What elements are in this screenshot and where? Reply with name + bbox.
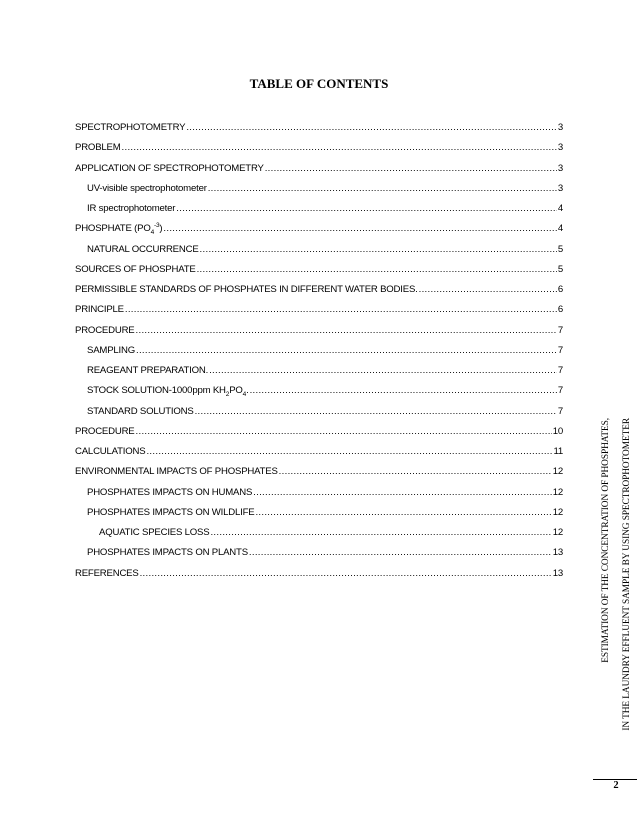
- toc-page-number: 3: [557, 182, 563, 194]
- toc-entry-label: ENVIRONMENTAL IMPACTS OF PHOSPHATES: [75, 466, 278, 478]
- toc-entry[interactable]: [75, 564, 563, 584]
- toc-entry[interactable]: [75, 361, 563, 381]
- dot-leader: [209, 361, 557, 381]
- toc-page-number: 3: [557, 122, 563, 133]
- toc-entry-label: APPLICATION OF SPECTROPHOTOMETRY: [75, 162, 264, 174]
- toc-entry-label: PROCEDURE: [75, 324, 135, 336]
- toc-entry[interactable]: [75, 199, 563, 219]
- dot-leader: [200, 240, 557, 260]
- dot-leader: [140, 564, 552, 584]
- toc-entry[interactable]: [75, 219, 563, 239]
- toc-page-number: 3: [557, 142, 563, 154]
- running-header-vertical: [588, 418, 638, 778]
- dot-leader: [249, 543, 552, 563]
- toc-page-number: 7: [557, 405, 563, 417]
- dot-leader: [208, 179, 557, 199]
- toc-page-number: 13: [552, 567, 563, 579]
- toc-entry[interactable]: [75, 240, 563, 260]
- toc-page-number: 7: [557, 344, 563, 356]
- toc-entry-label: STANDARD SOLUTIONS: [87, 405, 194, 417]
- toc-entry-label: UV-visible spectrophotometer: [87, 182, 207, 194]
- toc-page-number: 7: [557, 324, 563, 336]
- dot-leader: [210, 523, 551, 543]
- toc-entry[interactable]: [75, 402, 563, 422]
- toc-page-number: 12: [552, 486, 563, 498]
- toc-entry-label: PHOSPHATES IMPACTS ON PLANTS: [87, 547, 248, 559]
- toc-page-number: 5: [557, 263, 563, 275]
- toc-entry-label: PROCEDURE: [75, 425, 135, 437]
- toc-entry[interactable]: [75, 422, 563, 442]
- toc-page-number: 3: [557, 162, 563, 174]
- toc-entry[interactable]: [75, 321, 563, 341]
- toc-entry[interactable]: [75, 483, 563, 503]
- dot-leader: [146, 442, 552, 462]
- toc-entry[interactable]: [75, 442, 563, 462]
- toc-entry[interactable]: [75, 503, 563, 523]
- dot-leader: [136, 422, 552, 442]
- toc-page-number: 4: [557, 203, 563, 214]
- toc-entry-label: PHOSPHATES IMPACTS ON HUMANS: [87, 486, 253, 498]
- dot-leader: [195, 402, 557, 422]
- toc-entry[interactable]: [75, 523, 563, 543]
- toc-entry-label: PHOSPHATES IMPACTS ON WILDLIFE: [87, 506, 255, 518]
- toc-entry[interactable]: [75, 138, 563, 158]
- toc-entry-label: REAGEANT PREPARATION.: [87, 365, 209, 376]
- dot-leader: [197, 260, 557, 280]
- page-number: 2: [613, 780, 619, 791]
- dot-leader: [279, 462, 552, 482]
- toc-page-number: 13: [552, 547, 563, 559]
- dot-leader: [265, 159, 557, 179]
- dot-leader: [176, 199, 557, 219]
- toc-entry-label: PERMISSIBLE STANDARDS OF PHOSPHATES IN DIFFERENT WATER BODIES.: [75, 284, 418, 295]
- dot-leader: [125, 300, 557, 320]
- toc-entry[interactable]: [75, 118, 563, 138]
- page-title: TABLE OF CONTENTS: [249, 76, 389, 91]
- toc-entry-label: SPECTROPHOTOMETRY: [75, 122, 186, 133]
- toc-entry[interactable]: [75, 462, 563, 482]
- toc-page-number: 12: [552, 466, 563, 478]
- toc-entry[interactable]: [75, 341, 563, 361]
- toc-entry-label: STOCK SOLUTION-1000ppm $KH_2PO_4$.: [87, 385, 249, 399]
- dot-leader: [253, 483, 552, 503]
- dot-leader: [186, 118, 557, 138]
- toc-entry-label: PHOSPHATE $(PO_4^{-3})$: [75, 222, 163, 237]
- dot-leader: [122, 138, 557, 158]
- toc-entry-label: IR spectrophotometer: [87, 203, 176, 214]
- toc-entry-label: PRINCIPLE: [75, 304, 124, 316]
- toc-entry[interactable]: [75, 543, 563, 563]
- toc-entry[interactable]: [75, 179, 563, 199]
- dot-leader: [250, 381, 557, 401]
- toc-entry-label: NATURAL OCCURRENCE: [87, 243, 199, 255]
- dot-leader: [255, 503, 551, 523]
- toc-page-number: 4: [557, 223, 563, 235]
- dot-leader: [419, 280, 557, 300]
- toc-entry[interactable]: [75, 381, 563, 401]
- toc-page-number: 10: [552, 425, 563, 437]
- toc-entry-label: SAMPLING: [87, 344, 135, 356]
- toc-entry[interactable]: [75, 260, 563, 280]
- toc-entry-label: PROBLEM: [75, 142, 121, 154]
- toc-entry-label: CALCULATIONS: [75, 446, 146, 457]
- toc-page-number: 12: [552, 506, 563, 518]
- running-header-line-1: ESTIMATION OF THE CONCENTRATION OF PHOSPHATES,: [601, 418, 611, 663]
- toc-page-number: 11: [553, 446, 563, 457]
- dot-leader: [136, 341, 557, 361]
- toc-page-number: 7: [557, 385, 563, 397]
- toc-entry[interactable]: [75, 159, 563, 179]
- toc-page-number: 5: [557, 243, 563, 255]
- toc-page-number: 12: [552, 527, 563, 538]
- toc-list: [75, 118, 563, 584]
- toc-entry[interactable]: [75, 300, 563, 320]
- dot-leader: [163, 219, 556, 239]
- running-header-line-2: IN THE LAUNDRY EFFLUENT SAMPLE BY USING SPECTROPHOTOMETER: [622, 418, 632, 731]
- toc-entry-label: SOURCES OF PHOSPHATE: [75, 263, 196, 275]
- toc-entry-label: AQUATIC SPECIES LOSS: [99, 527, 210, 538]
- toc-page-number: 6: [557, 284, 563, 295]
- toc-entry-label: REFERENCES: [75, 567, 139, 579]
- dot-leader: [136, 321, 557, 341]
- toc-page-number: 7: [557, 365, 563, 376]
- toc-entry[interactable]: [75, 280, 563, 300]
- toc-page-number: 6: [557, 304, 563, 316]
